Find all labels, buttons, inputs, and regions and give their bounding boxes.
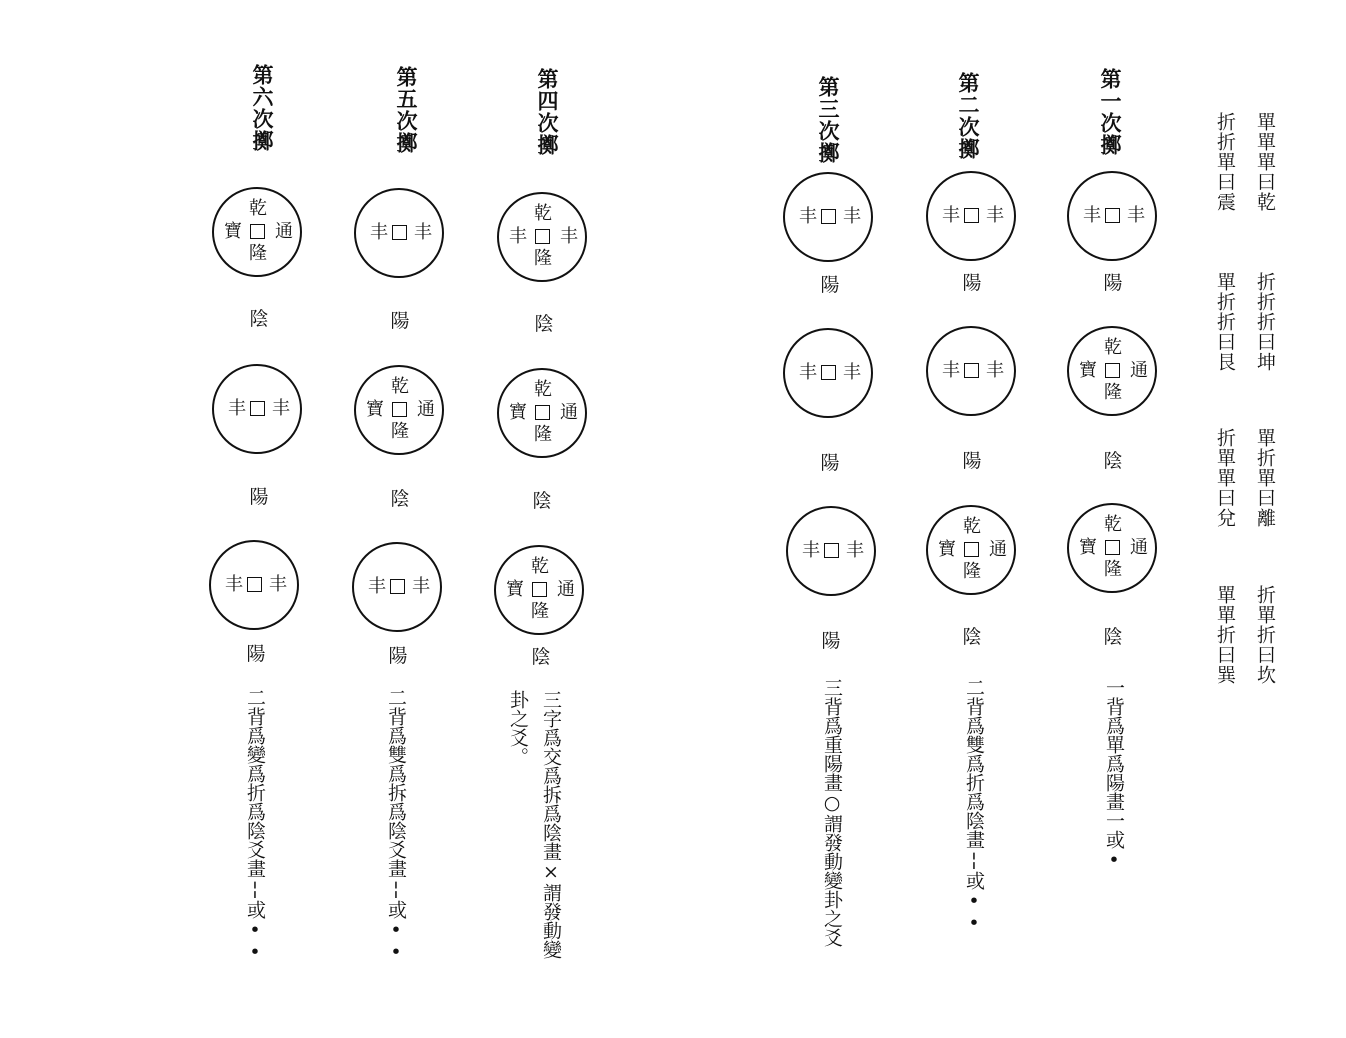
legend-qian: 單單單曰乾 <box>1254 112 1276 212</box>
coin-right-char: 通 <box>417 399 435 420</box>
coin-bottom-char: 隆 <box>1104 382 1122 403</box>
coin-face-back-sides <box>497 192 587 282</box>
coin-back <box>352 542 442 632</box>
coin-top-char: 乾 <box>1104 337 1122 358</box>
coin-back <box>783 328 873 418</box>
toss-title: 第四次擲 <box>535 68 560 156</box>
coin-square-hole <box>250 224 265 239</box>
coin-back <box>783 172 873 262</box>
toss-title: 第一次擲 <box>1098 68 1123 156</box>
coin-face <box>212 187 302 277</box>
coin-back <box>212 364 302 454</box>
coin-left-char: 寶 <box>506 579 524 600</box>
coin-square-hole <box>964 363 979 378</box>
coin-back-right-char: 丰 <box>1127 205 1145 226</box>
coin-back-left-char: 丰 <box>942 205 960 226</box>
toss-title: 第三次擲 <box>816 76 841 164</box>
coin-back-left-char: 丰 <box>799 206 817 227</box>
legend-zhen: 折折單曰震 <box>1214 112 1236 212</box>
toss-note: 二背爲雙爲拆爲陰爻畫¦或•• <box>385 688 407 963</box>
line-label: 陽 <box>962 272 982 294</box>
legend-dui: 折單單曰兌 <box>1214 428 1236 528</box>
coin-square-hole <box>532 582 547 597</box>
coin-left-char: 寶 <box>224 221 242 242</box>
line-label: 陽 <box>821 630 841 652</box>
coin-back-left-char: 丰 <box>802 540 820 561</box>
coin-square-hole <box>1105 208 1120 223</box>
line-label: 陰 <box>249 308 269 330</box>
line-label: 陰 <box>531 646 551 668</box>
coin-square-hole <box>392 225 407 240</box>
coin-square-hole <box>247 577 262 592</box>
coin-bottom-char: 隆 <box>531 601 549 622</box>
toss-title: 第五次擲 <box>394 66 419 154</box>
line-label: 陰 <box>1103 626 1123 648</box>
coin-bottom-char: 隆 <box>534 424 552 445</box>
legend-kun: 折折折曰坤 <box>1254 272 1276 372</box>
coin-back-left-char: 丰 <box>225 574 243 595</box>
coin-back-left-char: 丰 <box>368 576 386 597</box>
coin-left-char: 寶 <box>938 539 956 560</box>
coin-top-char: 乾 <box>249 198 267 219</box>
coin-bottom-char: 隆 <box>249 243 267 264</box>
coin-face <box>354 365 444 455</box>
legend-xun: 單單折曰巽 <box>1214 585 1236 685</box>
coin-square-hole <box>821 209 836 224</box>
coin-back-right-char: 丰 <box>986 360 1004 381</box>
coin-right-char: 通 <box>275 221 293 242</box>
coin-top-char: 乾 <box>1104 514 1122 535</box>
coin-square-hole <box>964 542 979 557</box>
coin-back-right-char: 丰 <box>412 576 430 597</box>
coin-back <box>209 540 299 630</box>
toss-title: 第二次擲 <box>956 72 981 160</box>
legend-kan: 折單折曰坎 <box>1254 585 1276 685</box>
line-label: 陰 <box>390 488 410 510</box>
coin-back-right-char: 丰 <box>986 205 1004 226</box>
coin-right-char: 丰 <box>560 226 578 247</box>
coin-square-hole <box>250 401 265 416</box>
toss-note: 三背爲重陽畫○謂發動變卦之爻 <box>821 678 843 947</box>
coin-square-hole <box>1105 540 1120 555</box>
line-label: 陽 <box>390 310 410 332</box>
coin-back <box>926 326 1016 416</box>
coin-top-char: 乾 <box>391 376 409 397</box>
toss-note: 二背爲雙爲折爲陰畫¦或•• <box>963 678 985 934</box>
coin-square-hole <box>1105 363 1120 378</box>
coin-back-right-char: 丰 <box>843 206 861 227</box>
coin-back-left-char: 丰 <box>1083 205 1101 226</box>
line-label: 陽 <box>388 645 408 667</box>
coin-right-char: 通 <box>989 539 1007 560</box>
coin-square-hole <box>821 365 836 380</box>
coin-left-char: 寶 <box>1079 537 1097 558</box>
coin-back-left-char: 丰 <box>799 362 817 383</box>
coin-face <box>494 545 584 635</box>
coin-square-hole <box>964 208 979 223</box>
coin-back-left-char: 丰 <box>228 398 246 419</box>
coin-face <box>497 368 587 458</box>
coin-left-char: 寶 <box>1079 360 1097 381</box>
coin-left-char: 丰 <box>509 226 527 247</box>
coin-square-hole <box>392 402 407 417</box>
coin-bottom-char: 隆 <box>534 248 552 269</box>
coin-square-hole <box>535 229 550 244</box>
line-label: 陰 <box>532 490 552 512</box>
coin-back-left-char: 丰 <box>942 360 960 381</box>
legend-gen: 單折折曰艮 <box>1214 272 1236 372</box>
coin-back-right-char: 丰 <box>843 362 861 383</box>
coin-right-char: 通 <box>560 402 578 423</box>
coin-back-left-char: 丰 <box>370 222 388 243</box>
coin-back-right-char: 丰 <box>272 398 290 419</box>
coin-face <box>1067 503 1157 593</box>
coin-back <box>1067 171 1157 261</box>
legend-li: 單折單曰離 <box>1254 428 1276 528</box>
coin-right-char: 通 <box>1130 360 1148 381</box>
toss-note: 一背爲單爲陽畫一或• <box>1103 678 1125 871</box>
coin-back <box>354 188 444 278</box>
toss-note: 三字爲交爲拆爲陰畫×謂發動變 <box>540 690 562 959</box>
toss-note-cont: 卦之爻。 <box>507 690 529 766</box>
coin-top-char: 乾 <box>534 203 552 224</box>
coin-back <box>786 506 876 596</box>
line-label: 陽 <box>820 274 840 296</box>
line-label: 陰 <box>962 626 982 648</box>
coin-square-hole <box>390 579 405 594</box>
coin-bottom-char: 隆 <box>391 421 409 442</box>
coin-top-char: 乾 <box>531 556 549 577</box>
coin-back-right-char: 丰 <box>269 574 287 595</box>
coin-bottom-char: 隆 <box>1104 559 1122 580</box>
coin-left-char: 寶 <box>509 402 527 423</box>
line-label: 陰 <box>1103 450 1123 472</box>
coin-top-char: 乾 <box>963 516 981 537</box>
coin-right-char: 通 <box>1130 537 1148 558</box>
toss-title: 第六次擲 <box>250 64 275 152</box>
coin-face <box>926 505 1016 595</box>
coin-right-char: 通 <box>557 579 575 600</box>
coin-back-right-char: 丰 <box>414 222 432 243</box>
coin-top-char: 乾 <box>534 379 552 400</box>
coin-back-right-char: 丰 <box>846 540 864 561</box>
coin-bottom-char: 隆 <box>963 561 981 582</box>
coin-face <box>1067 326 1157 416</box>
line-label: 陰 <box>534 313 554 335</box>
coin-square-hole <box>824 543 839 558</box>
coin-left-char: 寶 <box>366 399 384 420</box>
line-label: 陽 <box>249 486 269 508</box>
toss-note: 二背爲變爲折爲陰爻畫¦或•• <box>244 688 266 963</box>
line-label: 陽 <box>962 450 982 472</box>
line-label: 陽 <box>246 643 266 665</box>
line-label: 陽 <box>1103 272 1123 294</box>
coin-back <box>926 171 1016 261</box>
line-label: 陽 <box>820 452 840 474</box>
coin-square-hole <box>535 405 550 420</box>
